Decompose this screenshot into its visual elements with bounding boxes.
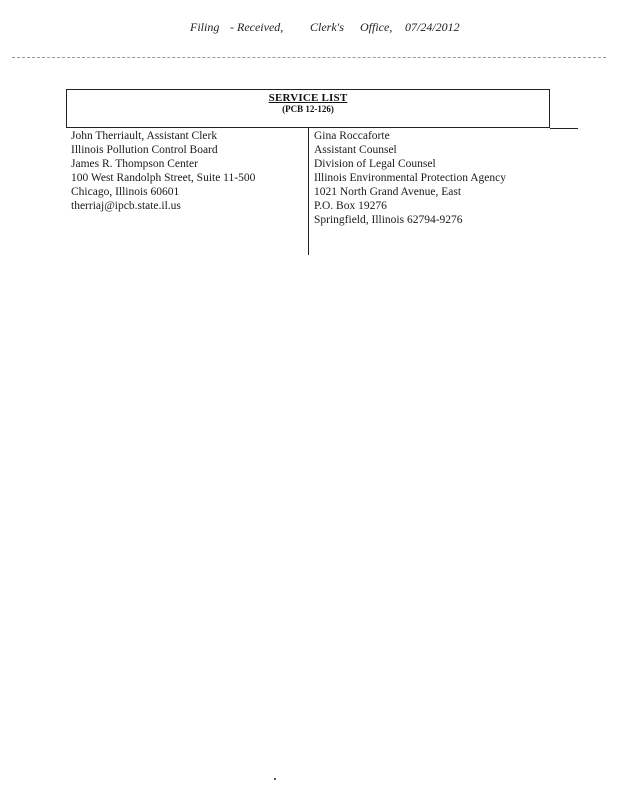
address-line: Division of Legal Counsel: [314, 158, 436, 170]
header-divider: [12, 57, 606, 58]
email-line: therriaj@ipcb.state.il.us: [71, 200, 181, 212]
address-line: Illinois Pollution Control Board: [71, 144, 218, 156]
address-line: Chicago, Illinois 60601: [71, 186, 180, 198]
stamp-office: Office,: [360, 20, 393, 34]
service-list-header: [66, 89, 550, 128]
stamp-date: 07/24/2012: [405, 20, 460, 34]
column-divider: [308, 128, 309, 255]
address-line: James R. Thompson Center: [71, 158, 198, 170]
address-line: John Therriault, Assistant Clerk: [71, 130, 218, 142]
service-list-title: SERVICE LIST: [268, 92, 348, 104]
address-line: Gina Roccaforte: [314, 130, 390, 142]
address-line: 100 West Randolph Street, Suite 11-500: [71, 172, 256, 184]
stamp-received: - Received,: [230, 20, 284, 34]
filing-stamp: [0, 20, 618, 38]
address-line: Illinois Environmental Protection Agency: [314, 172, 506, 184]
stamp-clerks: Clerk's: [310, 20, 344, 34]
page-mark: [274, 778, 276, 780]
recipient-address-left: [71, 129, 303, 213]
address-line: P.O. Box 19276: [314, 200, 387, 212]
stamp-filing: Filing: [190, 20, 220, 34]
address-line: Assistant Counsel: [314, 144, 397, 156]
address-line: Springfield, Illinois 62794-9276: [314, 214, 463, 226]
recipient-address-right: [314, 129, 574, 227]
case-number: (PCB 12-126): [282, 104, 334, 114]
address-line: 1021 North Grand Avenue, East: [314, 186, 462, 198]
